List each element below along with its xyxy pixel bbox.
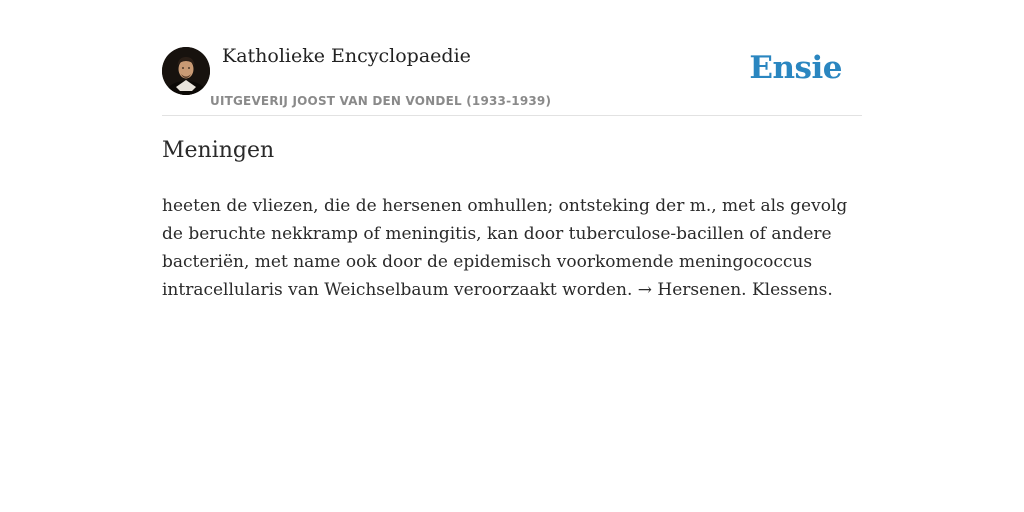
- ensie-logo-link[interactable]: Ensie: [749, 50, 842, 86]
- publication-title[interactable]: Katholieke Encyclopaedie: [222, 45, 471, 67]
- publication-subtitle: UITGEVERIJ JOOST VAN DEN VONDEL (1933-1939): [210, 94, 552, 108]
- portrait-image: [162, 47, 210, 95]
- publication-header: [162, 44, 862, 116]
- publication-avatar[interactable]: [162, 47, 210, 95]
- entry-title: Meningen: [162, 138, 275, 163]
- entry-body: heeten de vliezen, die de hersenen omhullen; ontsteking der m., met als gevolg de beruchte nekkramp of meningitis, kan door tuberculose-bacillen of andere bacteriën, met name ook door de epidemisch voorkomende meningococcus intracellularis van Weichselbaum veroorzaakt worden. → Hersenen. Klessens.: [162, 196, 848, 300]
